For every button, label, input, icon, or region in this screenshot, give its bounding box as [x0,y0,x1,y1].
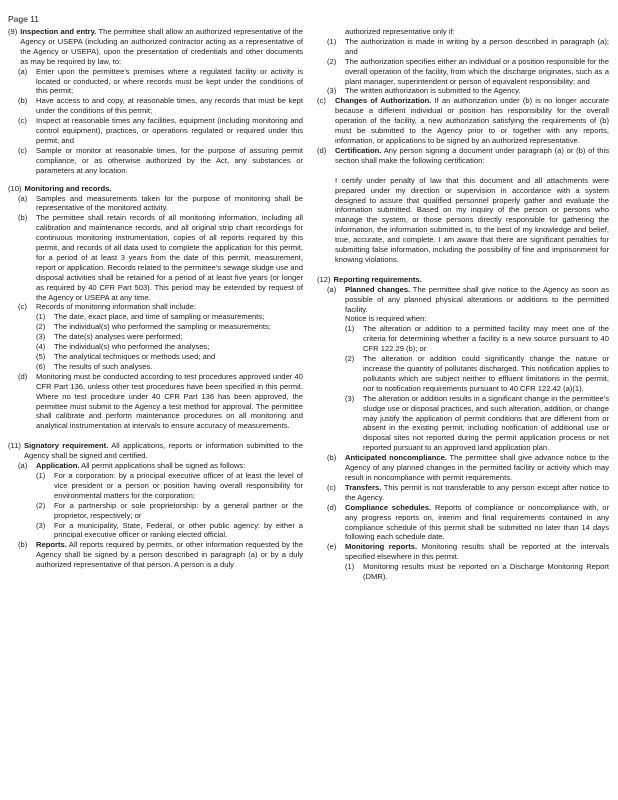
item-body: Any person signing a document under paragraph (a) or (b) of this section shall make the following certification: [335,145,609,165]
list-item [8,67,303,97]
item-label: (c) [327,482,336,492]
list-item [317,503,609,543]
item-title: Certification. [335,145,382,155]
sub-label: (3) [345,393,355,403]
item-text: Samples and measurements taken for the purpose of monitoring shall be representative of the monitored activity. [36,193,303,213]
item-text [36,461,303,471]
sub-label: (1) [345,324,355,334]
item-title: Transfers. [345,482,382,492]
sub-item [317,562,609,582]
sub-label: (2) [345,354,355,364]
section-title [334,275,609,285]
item-body: All reports required by permits, or other information requested by the Agency shall be signed by a person described in paragraph (a) or by a duly authorized representative of that person. A person is a duly [36,540,303,570]
section-number: (9) [8,27,18,36]
item-title: Application. [36,461,80,471]
sub-label: (1) [327,36,337,46]
sub-item [8,471,303,501]
sub-label: (3) [36,332,46,342]
item-label: (c) [18,116,27,126]
item-text [345,285,609,315]
sub-label: (2) [36,500,46,510]
list-item [8,461,303,471]
item-label: (a) [327,284,337,294]
sub-label: (1) [36,470,46,480]
item-text [345,483,609,503]
list-item [8,194,303,214]
item-text: Enter upon the permittee's premises where a regulated facility or activity is located or conducted, or where records must be kept under the conditions of this permit; [36,66,303,96]
list-item [317,453,609,483]
item-text [345,503,609,543]
item-label: (c) [18,145,27,155]
item-body: If an authorization under (b) is no longer accurate because a different individual or position has responsibility for the overall operation of the facility, a new authorization satisfying the requirements of (b) must be submitted to the Agency prior to or together with any reports, information, or applications to be signed by an authorized representative. [335,96,609,145]
section-title: Signatory requirement. [23,441,109,451]
sub-text: The alteration or addition could significantly change the nature or increase the quantity of pollutants discharged. This notification applies to pollutants which are subject neither to effluent limitations in the permit, nor to notification requirements pursuant to 40 CFR 122.42 (a)(1). [363,354,609,393]
sub-text: The analytical techniques or methods used; and [54,352,216,361]
item-label: (b) [18,540,28,550]
sub-label: (2) [327,56,337,66]
list-item [8,372,303,431]
item-body: Monitoring results shall be reported at the intervals specified elsewhere in this permit. [345,542,609,562]
sub-item [8,312,303,322]
item-label: (b) [327,453,337,463]
item-label: (d) [327,502,337,512]
sub-item [8,352,303,362]
sub-label: (5) [36,352,46,361]
item-title: Planned changes. [345,284,411,294]
section-11 [8,441,303,461]
item-body: All permit applications shall be signed as follows: [79,461,246,471]
sub-item [8,501,303,521]
sub-item [317,57,609,87]
item-label: (d) [18,371,28,381]
list-item [8,96,303,116]
sub-text: The individual(s) who performed the analyses; [54,342,210,352]
section-number: (10) [8,183,22,193]
item-text: Have access to and copy, at reasonable times, any records that must be kept under the conditions of this permit; [36,96,303,116]
item-label: (a) [18,461,28,471]
section-10 [8,184,303,194]
item-title: Changes of Authorization. [335,96,432,106]
sub-label: (1) [345,562,355,572]
list-item [8,146,303,176]
sub-item [317,354,609,394]
sub-label: (1) [36,312,46,322]
sub-item [8,332,303,342]
sub-label: (2) [36,322,46,332]
list-item [317,542,609,562]
section-12 [317,275,609,285]
sub-text: The date(s) analyses were performed; [54,332,183,342]
item-body: The permittee shall give notice to the Agency as soon as possible of any planned physical alterations or additions to the permitted facility. [345,284,609,314]
list-item [317,483,609,503]
sub-item [8,322,303,332]
sub-text: For a corporation: by a principal executive officer of at least the level of vice president or a person or position having overall responsibility for environmental matters for the corporation; [54,470,303,500]
section-intro-text: All applications, reports or information submitted to the Agency shall be signed and certified. [23,441,303,461]
section-intro [20,27,303,67]
section-title [25,184,303,194]
item-label: (c) [18,302,27,312]
item-text [345,453,609,483]
sub-label: (3) [327,86,337,96]
left-column [8,27,303,570]
sub-text: The authorization specifies either an individual or a position responsible for the overall operation of the facility, from which the discharge originates, such as a plant manager, superintendent or person of equivalent responsibility; and [345,56,609,86]
item-text: Sample or monitor at reasonable times, for the purpose of assuring permit compliance, or as otherwise authorized by the Act, any substances or parameters at any location. [36,145,303,175]
item-label: (b) [18,96,28,106]
sub-text: The individual(s) who performed the sampling or measurements; [54,322,271,332]
sub-item [317,394,609,453]
list-item [317,96,609,146]
section-intro [24,441,303,461]
item-body: The permittee shall give advance notice to the Agency of any planned changes in the permitted facility or activity which may result in noncompliance with permit requirements. [345,453,609,482]
section-title: Inspection and entry. [20,27,97,36]
list-item [8,213,303,302]
item-body: This permit is not transferable to any person except after notice to the Agency. [345,482,609,502]
sub-item [8,521,303,541]
item-text [335,146,609,166]
sub-item [317,324,609,354]
sub-text: For a partnership or sole proprietorship: by a general partner or the proprietor, respectively; or [54,500,303,520]
sub-label: (6) [36,361,46,371]
item-text: The permittee shall retain records of all monitoring information, including all calibration and maintenance records, and all original strip chart recordings for continuous monitoring instrumentation, copies of all reports required by this permit, and records of all data used to complete the application for this permit, for a period of at least 3 years from the date of this permit, measurement, report or application. Records related to the permittee's sewage sludge use and disposal activities shall be retained for a period of at least five years (or longer as required by 40 CFR Part 503). This period may be extended by request of the Agency or USEPA at any time. [36,213,303,302]
item-text: Inspect at reasonable times any facilities, equipment (including monitoring and control equipment), practices, or operations regulated or required under this permit; and [36,116,303,145]
item-body: Reports of compliance or noncompliance with, or any progress reports on, interim and final requirements contained in any compliance schedule of this permit shall be submitted no later than 14 days following each schedule date. [345,502,609,542]
section-title-text: Reporting requirements. [333,274,422,284]
right-column [317,27,609,582]
notice-text: Notice is required when: [345,314,427,324]
sub-text: The alteration or addition to a permitted facility may meet one of the criteria for determining whether a facility is a new source pursuant to 40 CFR 122.29 (b); or [363,324,609,354]
item-title: Anticipated noncompliance. [345,453,447,463]
item-text: Monitoring must be conducted according to test procedures approved under 40 CFR Part 136, unless other test procedures have been specified in this permit. Where no test procedure under 40 CFR Part 136 has been approved, the permittee must submit to the Agency a test method for approval. The permittee shall calibrate and perform maintenance procedures on all monitoring and analytical instrumentation at intervals to ensure accuracy of measurements. [36,371,303,431]
section-intro-text: The permittee shall allow an authorized representative of the Agency or USEPA (including an authorized contractor acting as a representative of the Agency or USEPA), upon the presentation of credentials and other documents as may be required by law, to: [20,27,303,66]
certification-statement: I certify under penalty of law that this document and all attachments were prepared under my direction or supervision in accordance with a system designed to assure that qualified personnel properly gather and evaluate the information submitted. Based on my inquiry of the person or persons who manage the system, or those persons directly responsible for gathering the information, the information submitted is, to the best of my knowledge and belief, true, accurate, and complete. I am aware that there are significant penalties for submitting false information, including the possibility of fine and imprisonment for knowing violations. [335,175,609,264]
sub-text: The date, exact place, and time of sampling or measurements; [54,312,265,322]
sub-text: For a municipality, State, Federal, or other public agency: by either a principal executive officer or ranking elected official. [54,520,303,540]
item-label: (b) [18,213,28,223]
list-item [8,302,303,312]
sub-item [317,37,609,57]
sub-text: The written authorization is submitted to the Agency. [345,86,521,96]
item-title: Compliance schedules. [345,502,432,512]
item-text [36,540,303,570]
list-item [8,540,303,570]
list-item [8,116,303,146]
item-text [335,96,609,146]
section-9 [8,27,303,67]
list-item [317,285,609,315]
list-item [317,146,609,166]
item-text: Records of monitoring information shall include: [36,302,196,312]
section-number: (12) [317,274,331,284]
item-label: (c) [317,96,326,106]
sub-text: The authorization is made in writing by a person described in paragraph (a); and [345,36,609,56]
sub-item [8,342,303,352]
item-title: Monitoring reports. [345,542,418,552]
item-label: (e) [327,542,337,552]
item-label: (a) [18,193,28,203]
sub-text: The alteration or addition results in a significant change in the permittee's sludge use or disposal practices, and such alteration, addition, or change may justify the application of permit conditions that are different from or absent in the existing permit, including notification of additional use or disposal sites not reported during the permit application process or not reported pursuant to an approved land application plan. [363,393,609,453]
sub-item [317,86,609,96]
sub-text: Monitoring results must be reported on a Discharge Monitoring Report (DMR). [363,562,609,582]
section-title-text: Monitoring and records. [24,183,112,193]
section-number: (11) [8,441,21,451]
item-label: (a) [18,66,28,76]
page-number: Page 11 [8,14,40,24]
item-label: (d) [317,145,327,155]
sub-item [8,362,303,372]
sub-label: (4) [36,342,46,352]
sub-label: (3) [36,520,46,530]
sub-text: The results of such analyses. [54,361,153,371]
item-title: Reports. [36,540,67,550]
continued-text: authorized representative only if: [345,27,455,36]
item-text [345,542,609,562]
